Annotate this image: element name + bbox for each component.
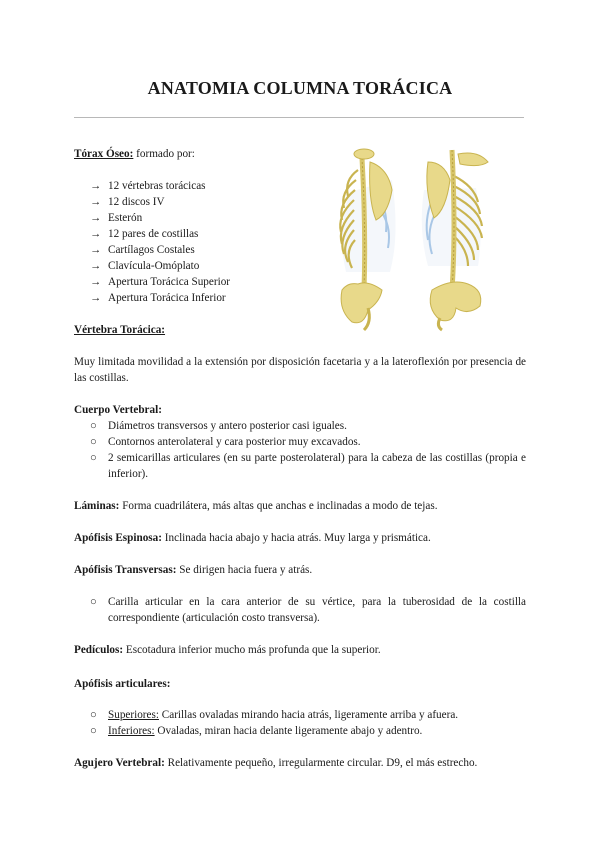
torax-label: Tórax Óseo:: [74, 148, 134, 160]
list-item: → Esterón: [90, 212, 143, 224]
torax-list: [90, 178, 230, 306]
cuerpo-label: Cuerpo Vertebral:: [74, 404, 162, 416]
list-item: ○ Superiores: Carillas ovaladas mirando hacia atrás, ligeramente arriba y afuera.: [90, 709, 459, 721]
vertebra-text: Muy limitada movilidad a la extensión por disposición facetaria y a la lateroflexión por presencia de las costillas.: [74, 356, 526, 384]
list-item: ○ Carilla articular en la cara anterior de su vértice, para la tuberosidad de la costilla correspondiente (articulación costo transversa).: [90, 596, 526, 624]
list-item: → Clavícula-Omóplato: [90, 260, 200, 272]
arrow-icon: →: [90, 260, 102, 272]
vertebra-label: Vértebra Torácica:: [74, 324, 166, 336]
bullet-icon: ○: [90, 452, 97, 464]
thorax-skeleton-figure: [328, 140, 500, 332]
bullet-icon: ○: [90, 596, 97, 608]
articulares-heading: [74, 676, 170, 692]
laminas-label: Láminas:: [74, 500, 120, 512]
pediculos-label: Pedículos:: [74, 644, 124, 656]
cuerpo-heading: [74, 402, 162, 418]
list-item: → Apertura Torácica Superior: [90, 276, 231, 288]
arrow-icon: →: [90, 180, 102, 192]
torax-text: formado por:: [133, 148, 195, 160]
espinosa-label: Apófisis Espinosa:: [74, 532, 162, 544]
page-title: ANATOMIA COLUMNA TORÁCICA: [147, 78, 453, 98]
cuerpo-list: [90, 418, 526, 482]
skeleton-posterior-view: [422, 150, 488, 330]
bullet-icon: ○: [90, 725, 97, 737]
list-item: → Apertura Torácica Inferior: [90, 292, 226, 304]
arrow-icon: →: [90, 228, 102, 240]
arrow-icon: →: [90, 244, 102, 256]
transversas-label: Apófisis Transversas:: [74, 564, 177, 576]
transversas-list: [90, 594, 526, 626]
list-item: → 12 vértebras torácicas: [90, 180, 206, 192]
arrow-icon: →: [90, 276, 102, 288]
list-item: ○ Diámetros transversos y antero posterior casi iguales.: [90, 420, 347, 432]
espinosa-paragraph: Apófisis Espinosa: Inclinada hacia abajo y hacia atrás. Muy larga y prismática.: [74, 532, 431, 544]
arrow-icon: →: [90, 292, 102, 304]
bullet-icon: ○: [90, 436, 97, 448]
pediculos-paragraph: Pedículos: Escotadura inferior mucho más profunda que la superior.: [74, 644, 381, 656]
vertebra-heading: [74, 322, 165, 338]
list-item: → 12 pares de costillas: [90, 228, 199, 240]
bullet-icon: ○: [90, 709, 97, 721]
list-item: ○ Inferiores: Ovaladas, miran hacia delante ligeramente abajo y adentro.: [90, 725, 423, 737]
transversas-paragraph: Apófisis Transversas: Se dirigen hacia fuera y atrás.: [74, 564, 313, 576]
title-divider: [74, 117, 524, 118]
torax-heading: [74, 146, 195, 162]
agujero-label: Agujero Vertebral:: [74, 757, 165, 769]
articulares-label: Apófisis articulares:: [74, 678, 171, 690]
list-item: → Cartílagos Costales: [90, 244, 195, 256]
bullet-icon: ○: [90, 420, 97, 432]
skeleton-anterior-view: [340, 149, 395, 330]
agujero-paragraph: Agujero Vertebral: Relativamente pequeño, irregularmente circular. D9, el más estrecho.: [74, 757, 478, 769]
list-item: → 12 discos IV: [90, 196, 165, 208]
arrow-icon: →: [90, 212, 102, 224]
list-item: ○ 2 semicarillas articulares (en su parte posterolateral) para la cabeza de las costillas (propia e inferior).: [90, 452, 526, 480]
list-item: ○ Contornos anterolateral y cara posterior muy excavados.: [90, 436, 361, 448]
laminas-paragraph: Láminas: Forma cuadrilátera, más altas que anchas e inclinadas a modo de tejas.: [74, 500, 438, 512]
arrow-icon: →: [90, 196, 102, 208]
articulares-list: [90, 707, 526, 739]
